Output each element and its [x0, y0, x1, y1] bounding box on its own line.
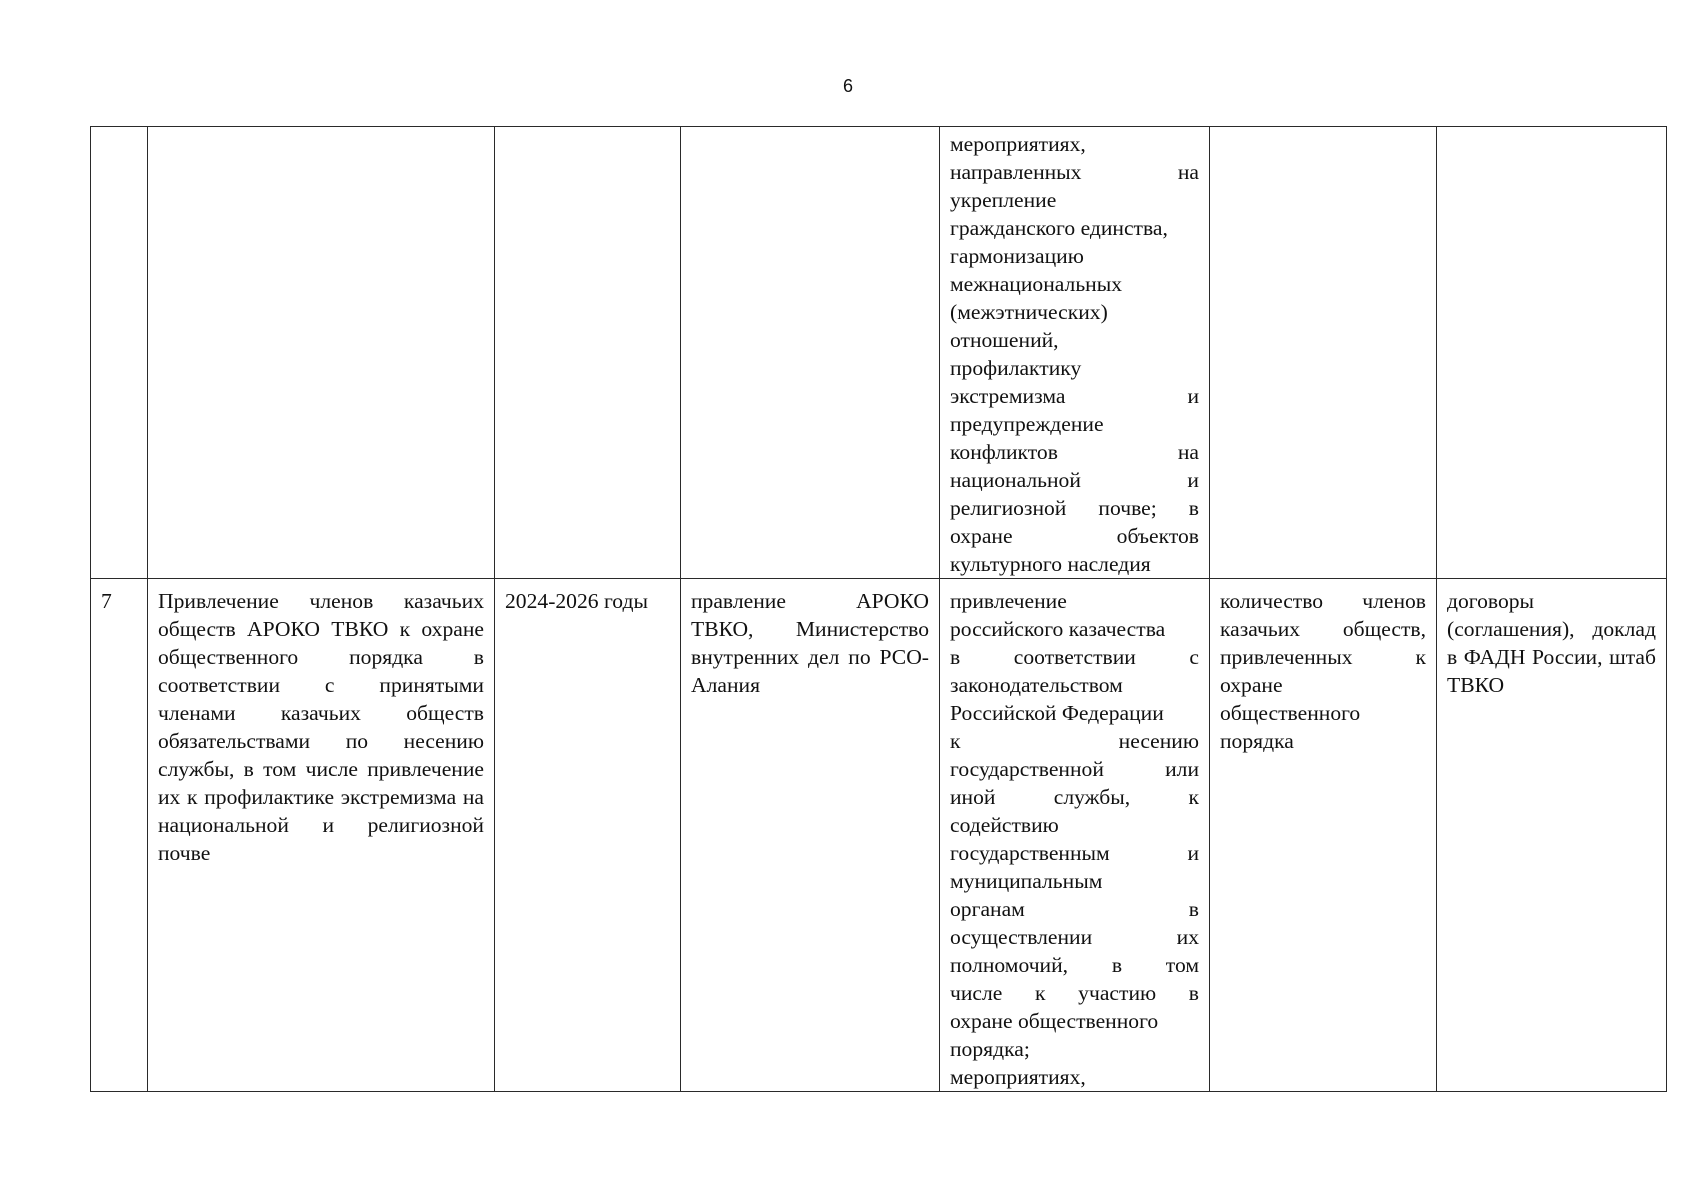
- cell-report: [1437, 127, 1667, 579]
- result-line: предупреждение: [950, 412, 1104, 436]
- result-line: содействию: [950, 813, 1059, 837]
- result-line: мероприятиях,: [950, 1065, 1086, 1089]
- result-line: экстремизма и: [950, 384, 1199, 408]
- result-line: государственным и: [950, 841, 1199, 865]
- result-line: профилактику: [950, 356, 1082, 380]
- result-line: конфликтов на: [950, 440, 1199, 464]
- result-line: порядка;: [950, 1037, 1030, 1061]
- result-line: полномочий, в том: [950, 953, 1199, 977]
- result-line: муниципальным: [950, 869, 1103, 893]
- cell-number: [91, 127, 148, 579]
- result-line: национальной и: [950, 468, 1199, 492]
- plan-table: [90, 126, 1667, 1092]
- result-line: привлечение: [950, 589, 1067, 613]
- result-line: гармонизацию: [950, 244, 1084, 268]
- result-line: Российской Федерации: [950, 701, 1164, 725]
- result-line: числе к участию в: [950, 981, 1199, 1005]
- cell-report: договоры (соглашения), доклад в ФАДН России, штаб ТВКО: [1437, 579, 1667, 1092]
- table-row: [91, 579, 1667, 1092]
- result-line: к несению: [950, 729, 1199, 753]
- result-line: государственной или: [950, 757, 1199, 781]
- cell-result: [940, 579, 1210, 1092]
- cell-indicator: количество членов казачьих обществ, привлеченных к охране общественного порядка: [1210, 579, 1437, 1092]
- result-line: отношений,: [950, 328, 1059, 352]
- result-line: гражданского единства,: [950, 216, 1168, 240]
- cell-result: [940, 127, 1210, 579]
- result-line: осуществлении их: [950, 925, 1199, 949]
- result-line: иной службы, к: [950, 785, 1199, 809]
- result-line: российского казачества: [950, 617, 1166, 641]
- cell-period: 2024-2026 годы: [495, 579, 681, 1092]
- cell-period: [495, 127, 681, 579]
- cell-executors: [681, 127, 940, 579]
- result-line: охране объектов: [950, 524, 1199, 548]
- result-line: органам в: [950, 897, 1199, 921]
- table-row: [91, 127, 1667, 579]
- cell-executors: правление АРОКО ТВКО, Министерство внутренних дел по РСО-Алания: [681, 579, 940, 1092]
- cell-event: [148, 127, 495, 579]
- result-line: (межэтнических): [950, 300, 1108, 324]
- cell-indicator: [1210, 127, 1437, 579]
- result-line: укрепление: [950, 188, 1057, 212]
- cell-event: Привлечение членов казачьих обществ АРОКО ТВКО к охране общественного порядка в соответствии с принятыми членами казачьих обществ обязательствами по несению службы, в том числе привлечение их к профилактике экстремизма на национальной и религиозной почве: [148, 579, 495, 1092]
- result-line: межнациональных: [950, 272, 1123, 296]
- result-line: законодательством: [950, 673, 1123, 697]
- result-line: религиозной почве; в: [950, 496, 1199, 520]
- result-line: культурного наследия: [950, 552, 1151, 576]
- result-line: в соответствии с: [950, 645, 1199, 669]
- cell-number: 7: [91, 579, 148, 1092]
- result-line: направленных на: [950, 160, 1199, 184]
- page-number: 6: [842, 76, 853, 96]
- result-line: охране общественного: [950, 1009, 1159, 1033]
- result-line: мероприятиях,: [950, 132, 1086, 156]
